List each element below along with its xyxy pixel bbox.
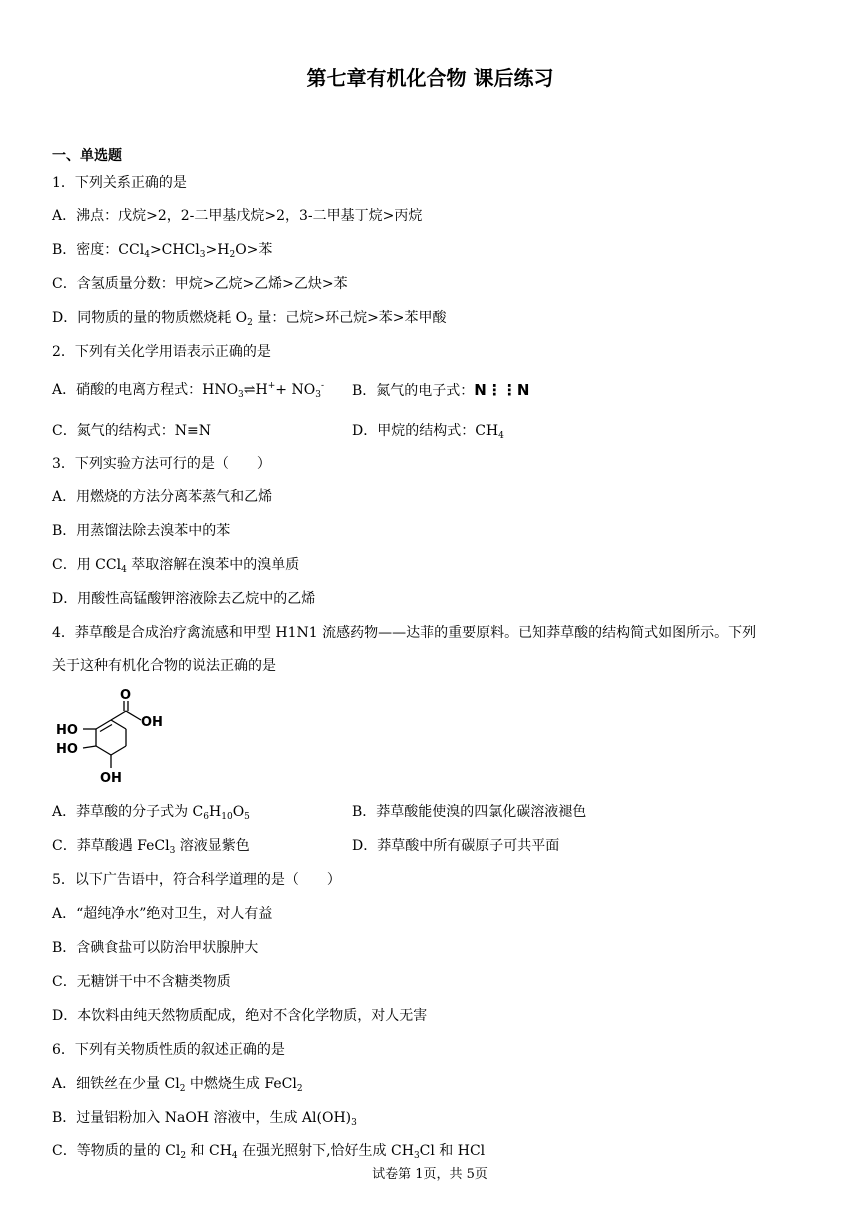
q4-option-c: C．莽草酸遇 FeCl$_3$ 溶液显紫色 bbox=[52, 838, 250, 856]
q2-stem: 2．下列有关化学用语表示正确的是 bbox=[52, 344, 271, 360]
q1-option-d: D．同物质的量的物质燃烧耗 $O_2$ 量：己烷>环己烷>苯>苯甲酸 bbox=[52, 310, 447, 328]
q5-option-a: A．“超纯净水”绝对卫生，对人有益 bbox=[52, 906, 273, 922]
q5-option-d: D．本饮料由纯天然物质配成，绝对不含化学物质，对人无害 bbox=[52, 1008, 428, 1024]
ho-label-1: HO bbox=[56, 723, 78, 738]
n2-electron-formula: N⋮⋮N bbox=[474, 381, 530, 399]
q4-stem-line1: 4．莽草酸是合成治疗禽流感和甲型 H1N1 流感药物——达菲的重要原料。已知莽草酸的结构简式如图所示。下列 bbox=[52, 625, 757, 641]
q1-stem: 1．下列关系正确的是 bbox=[52, 175, 187, 191]
q3-option-d: D．用酸性高锰酸钾溶液除去乙烷中的乙烯 bbox=[52, 591, 316, 607]
q6-stem: 6．下列有关物质性质的叙述正确的是 bbox=[52, 1042, 285, 1058]
q4-option-b: B．莽草酸能使溴的四氯化碳溶液褪色 bbox=[352, 804, 587, 820]
q2-option-a: A．硝酸的电离方程式：$HNO_3\rightleftharpoons H^++ NO_3^-$ bbox=[52, 381, 324, 400]
page-title: 第七章有机化合物 课后练习 bbox=[306, 66, 554, 90]
carbonyl-o-label: O bbox=[120, 688, 132, 703]
q1-option-a: A．沸点：戊烷>2，2-二甲基戊烷>2，3-二甲基丁烷>丙烷 bbox=[52, 208, 423, 224]
section-heading: 一、单选题 bbox=[52, 148, 122, 164]
q4-stem-line2: 关于这种有机化合物的说法正确的是 bbox=[52, 658, 276, 674]
page-footer: 试卷第 1页，共 5页 bbox=[372, 1167, 488, 1182]
q1-option-c: C．含氢质量分数：甲烷>乙烷>乙烯>乙炔>苯 bbox=[52, 276, 348, 292]
q3-stem: 3．下列实验方法可行的是（ ） bbox=[52, 456, 271, 472]
q5-stem: 5．以下广告语中，符合科学道理的是（ ） bbox=[52, 872, 341, 888]
q6-option-c: C．等物质的量的 $Cl_2$ 和 $CH_4$ 在强光照射下,恰好生成 $CH_3Cl$ 和 HCl bbox=[52, 1143, 486, 1161]
q5-option-b: B．含碘食盐可以防治甲状腺肿大 bbox=[52, 940, 259, 956]
oh-bottom-label: OH bbox=[100, 771, 122, 786]
q4-option-a: A．莽草酸的分子式为 $C_6H_{10}O_5$ bbox=[52, 804, 250, 822]
acid-oh-label: OH bbox=[141, 715, 163, 730]
ho-label-2: HO bbox=[56, 742, 78, 757]
q6-option-b: B．过量铝粉加入 NaOH 溶液中，生成 $Al(OH)_3$ bbox=[52, 1110, 357, 1128]
shikimic-acid-structure bbox=[52, 688, 182, 793]
q6-option-a: A．细铁丝在少量 $Cl_2$ 中燃烧生成 FeCl$_2$ bbox=[52, 1076, 303, 1094]
q2-option-b: B．氮气的电子式：N⋮⋮N bbox=[352, 381, 530, 399]
q4-option-d: D．莽草酸中所有碳原子可共平面 bbox=[352, 838, 560, 854]
q5-option-c: C．无糖饼干中不含糖类物质 bbox=[52, 974, 231, 990]
q3-option-b: B．用蒸馏法除去溴苯中的苯 bbox=[52, 523, 231, 539]
q3-option-a: A．用燃烧的方法分离苯蒸气和乙烯 bbox=[52, 489, 273, 505]
q1-option-b: B．密度：$CCl_4>CHCl_3>H_2O>$苯 bbox=[52, 242, 273, 260]
q3-option-c: C．用 CCl$_4$ 萃取溶解在溴苯中的溴单质 bbox=[52, 557, 300, 575]
q2-option-c: C．氮气的结构式：N≡N bbox=[52, 423, 211, 439]
q2-option-d: D．甲烷的结构式：$CH_4$ bbox=[352, 423, 504, 441]
